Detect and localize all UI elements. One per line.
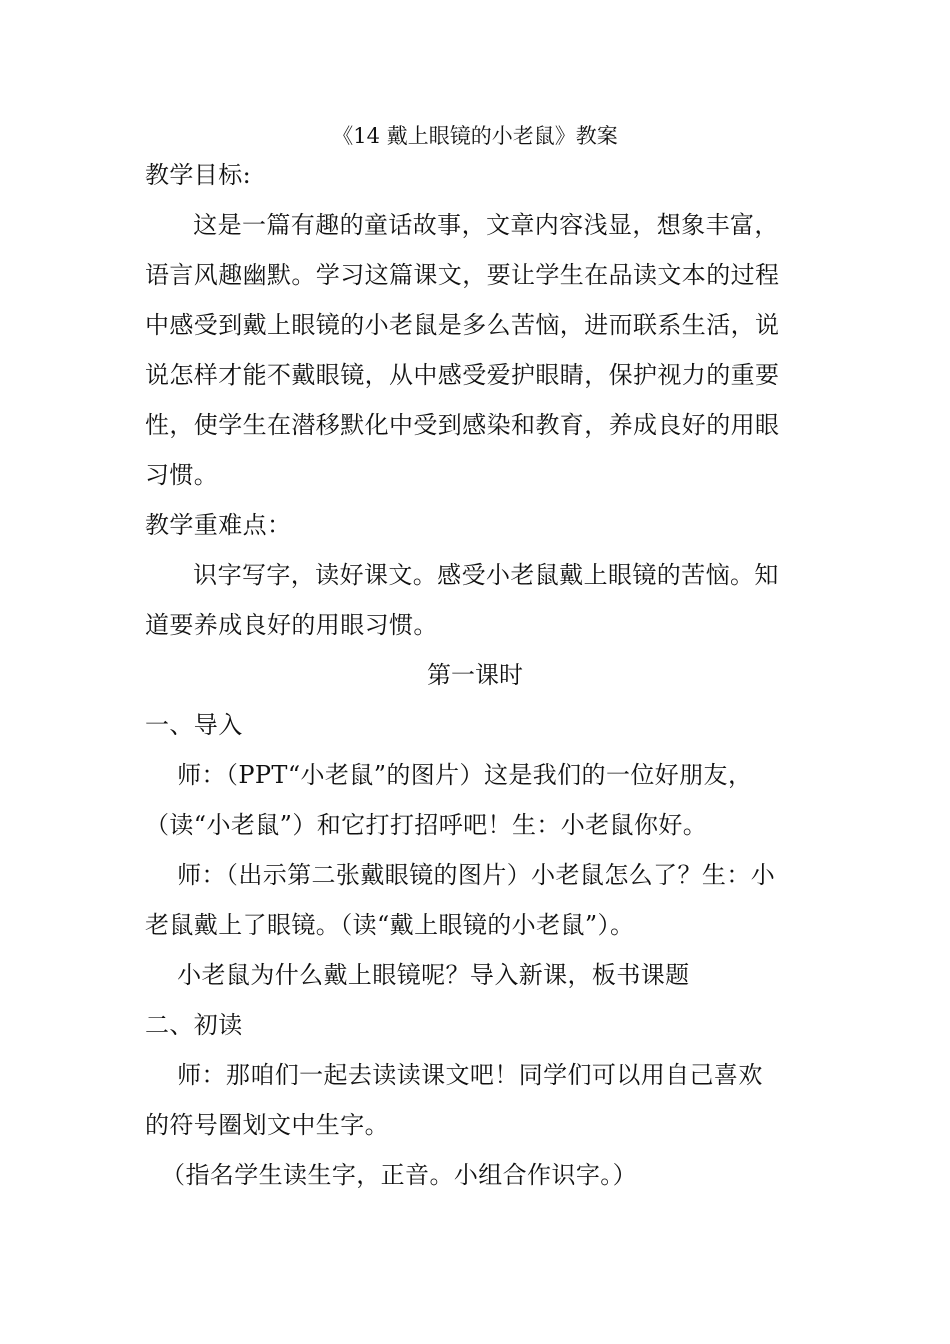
paragraph-line: 习惯。 <box>145 461 219 489</box>
document-title: 《14 戴上眼镜的小老鼠》教案 <box>332 124 618 148</box>
section-heading-intro: 一、导入 <box>145 711 243 739</box>
paragraph-line: 语言风趣幽默。学习这篇课文，要让学生在品读文本的过程 <box>145 261 780 289</box>
paragraph-line: 说怎样才能不戴眼镜，从中感受爱护眼睛，保护视力的重要 <box>145 361 780 389</box>
paragraph-line: （指名学生读生字，正音。小组合作识字。） <box>145 1161 638 1189</box>
section-heading-objectives: 教学目标: <box>145 161 252 189</box>
paragraph-line: 这是一篇有趣的童话故事，文章内容浅显，想象丰富， <box>145 211 779 239</box>
paragraph-line: （读“小老鼠”）和它打打招呼吧！生：小老鼠你好。 <box>145 811 708 839</box>
paragraph-line: 师：（出示第二张戴眼镜的图片）小老鼠怎么了？生：小 <box>145 861 776 889</box>
lesson-period-heading: 第一课时 <box>427 661 523 689</box>
paragraph-line: 师：那咱们一起去读读课文吧！同学们可以用自己喜欢 <box>145 1061 763 1089</box>
paragraph-line: 老鼠戴上了眼镜。（读“戴上眼镜的小老鼠”）。 <box>145 911 635 939</box>
paragraph-line: 性，使学生在潜移默化中受到感染和教育，养成良好的用眼 <box>145 411 780 439</box>
paragraph-line: 道要养成良好的用眼习惯。 <box>145 611 438 639</box>
paragraph-line: 的符号圈划文中生字。 <box>145 1111 389 1139</box>
paragraph-line: 识字写字，读好课文。感受小老鼠戴上眼镜的苦恼。知 <box>145 561 779 589</box>
paragraph-line: 小老鼠为什么戴上眼镜呢？导入新课，板书课题 <box>145 961 690 989</box>
paragraph-line: 中感受到戴上眼镜的小老鼠是多么苦恼，进而联系生活，说 <box>145 311 780 339</box>
section-heading-first-reading: 二、初读 <box>145 1011 243 1039</box>
paragraph-line: 师：（PPT“小老鼠”的图片）这是我们的一位好朋友， <box>145 761 753 789</box>
section-heading-key-points: 教学重难点： <box>145 511 292 539</box>
